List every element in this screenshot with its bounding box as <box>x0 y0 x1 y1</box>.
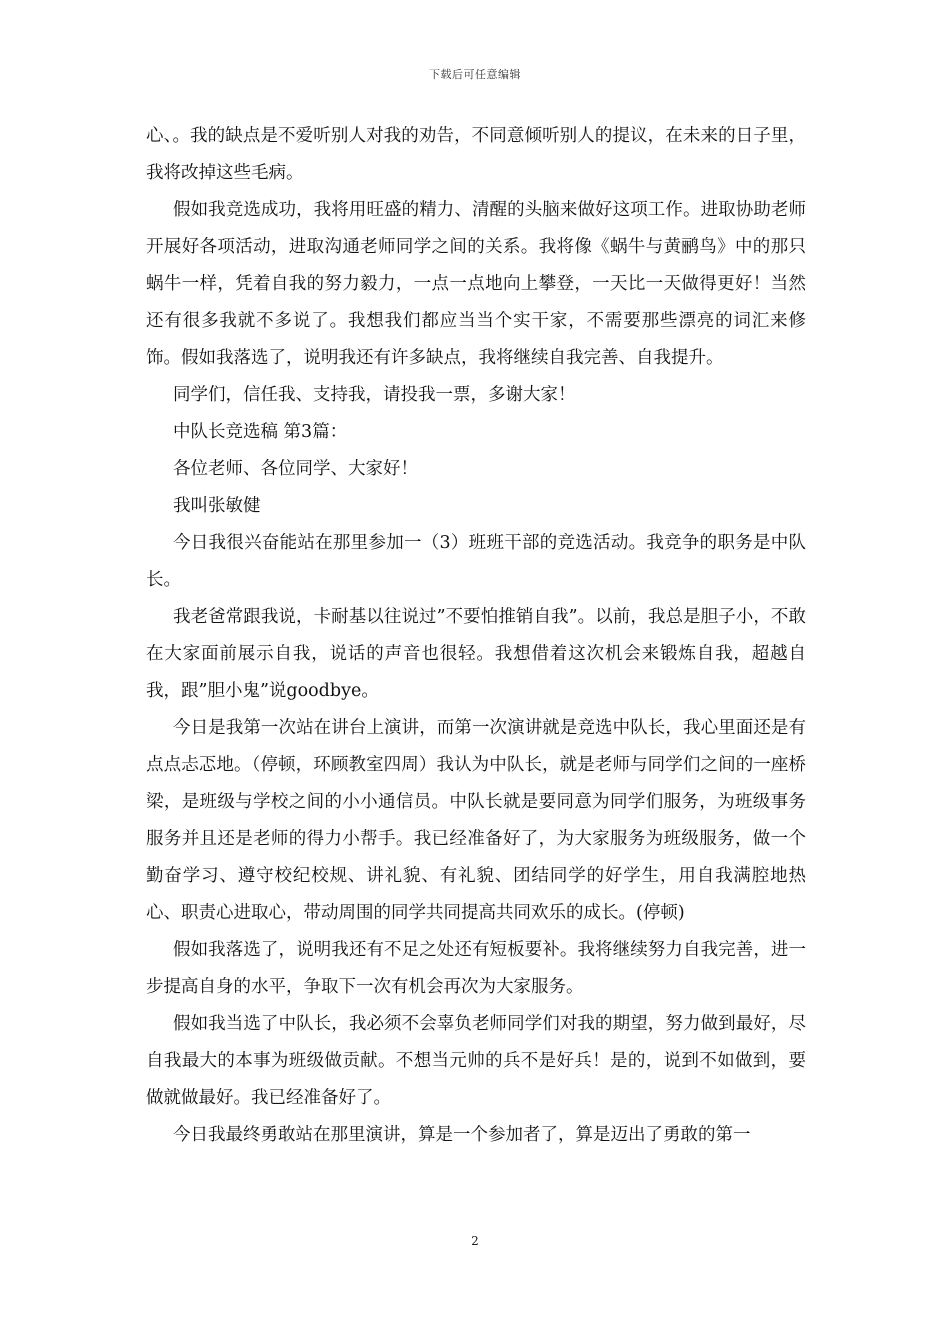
paragraph-10: 假如我落选了，说明我还有不足之处还有短板要补。我将继续努力自我完善，进一步提高自身的水平，争取下一次有机会再次为大家服务。 <box>146 940 806 997</box>
page-header: 下载后可任意编辑 <box>429 68 521 81</box>
paragraph-8: 我老爸常跟我说，卡耐基以往说过”不要怕推销自我”。以前，我总是胆子小，不敢在大家面前展示自我，说话的声音也很轻。我想借着这次机会来锻炼自我，超越自我，跟”胆小鬼”说goodbye。 <box>146 607 806 701</box>
paragraph-7: 今日我很兴奋能站在那里参加一（3）班班干部的竞选活动。我竞争的职务是中队长。 <box>146 533 806 590</box>
paragraph-11: 假如我当选了中队长，我必须不会辜负老师同学们对我的期望，努力做到最好，尽自我最大的本事为班级做贡献。不想当元帅的兵不是好兵！是的，说到不如做到，要做就做最好。我已经准备好了。 <box>146 1014 806 1108</box>
paragraph-9: 今日是我第一次站在讲台上演讲，而第一次演讲就是竞选中队长，我心里面还是有点点忐忑地。（停顿，环顾教室四周）我认为中队长，就是老师与同学们之间的一座桥梁，是班级与学校之间的小小通信员。中队长就是要同意为同学们服务，为班级事务服务并且还是老师的得力小帮手。我已经准备好了，为大家服务为班级服务，做一个勤奋学习、遵守校纪校规、讲礼貌、有礼貌、团结同学的好学生，用自我满腔地热心、职责心进取心，带动周围的同学共同提高共同欢乐的成长。(停顿) <box>146 718 806 923</box>
paragraph-2: 假如我竞选成功，我将用旺盛的精力、清醒的头脑来做好这项工作。进取协助老师开展好各项活动，进取沟通老师同学之间的关系。我将像《蜗牛与黄鹂鸟》中的那只蜗牛一样，凭着自我的努力毅力，一点一点地向上攀登，一天比一天做得更好！当然还有很多我就不多说了。我想我们都应当当个实干家，不需要那些漂亮的词汇来修饰。假如我落选了，说明我还有许多缺点，我将继续自我完善、自我提升。 <box>146 200 806 368</box>
paragraph-12: 今日我最终勇敢站在那里演讲，算是一个参加者了，算是迈出了勇敢的第一 <box>173 1125 751 1145</box>
greeting: 各位老师、各位同学、大家好！ <box>173 459 418 479</box>
self-introduction: 我叫张敏健 <box>173 496 261 516</box>
document-body <box>146 118 806 1154</box>
page-number: 2 <box>471 1234 479 1248</box>
paragraph-1: 心、。我的缺点是不爱听别人对我的劝告，不同意倾听别人的提议，在未来的日子里，我将改掉这些毛病。 <box>146 126 806 183</box>
paragraph-3: 同学们，信任我、支持我，请投我一票，多谢大家！ <box>173 385 576 405</box>
section-heading: 中队长竞选稿 第3篇： <box>173 422 348 442</box>
